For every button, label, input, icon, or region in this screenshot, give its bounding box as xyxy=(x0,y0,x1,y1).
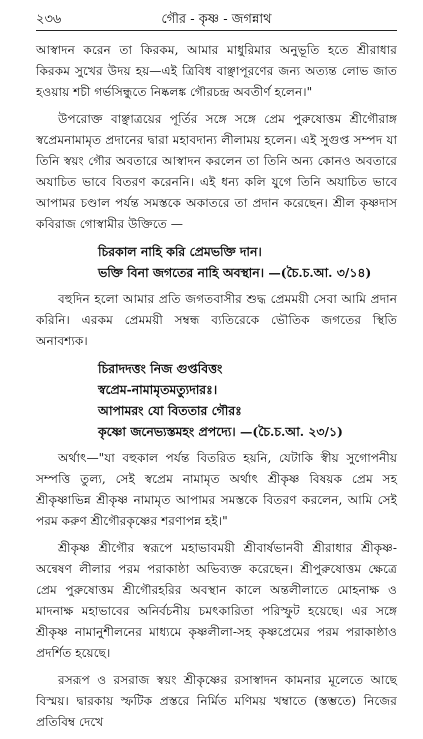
verse-line: স্বপ্রেম-নামামৃতমত্যুদারঃ। xyxy=(98,382,218,397)
verse-line: ভক্তি বিনা জগতের নাহি অবস্থান। —(চৈ.চ.আ. ৩/১৪) xyxy=(98,265,372,280)
verse-quote-1 xyxy=(98,241,397,283)
verse-quote-2 xyxy=(98,358,397,442)
running-title: গৌর - কৃষ্ণ - জগন্নাথ xyxy=(161,12,272,27)
paragraph-4: অর্থাৎ—"যা বহুকাল পর্যন্ত বিতরিত হয়নি, যেটাকি স্বীয় সুগোপনীয় সম্পত্তি তুল্য, সেই স্বপ্রেম নামামৃত অর্থাৎ শ্রীকৃষ্ণ বিষয়ক প্রেম সহ শ্রীকৃষ্ণাভিন্ন শ্রীকৃষ্ণ নামামৃত আপামর সমস্তকে বিতরণ করলেন, আমি সেই পরম করুণ শ্রীগৌরকৃষ্ণের শরণাপন্ন হই।" xyxy=(36,451,397,528)
paragraph-1: আস্বাদন করেন তা কিরকম, আমার মাধুরিমার অনুভূতি হতে শ্রীরাধার কিরকম সুখের উদয় হয়—এই ত্রিবিধ বাঞ্ছাপূরণের জন্য অত্যন্ত লোভ জাত হওয়ায় শচী গর্ভসিন্ধুতে নিষ্কলঙ্ক গৌরচন্দ্র অবতীর্ণ হলেন।" xyxy=(36,43,397,99)
page-header xyxy=(36,8,397,31)
verse-line: চিরকাল নাহি করি প্রেমভক্তি দান। xyxy=(98,244,262,259)
verse-line: আপামরং যো বিততার গৌরঃ xyxy=(98,403,242,418)
verse-line: চিরাদদত্তং নিজ গুপ্তবিত্তং xyxy=(98,361,223,376)
verse-line: কৃষ্ণো জনেভ্যস্তমহং প্রপদ্যে। —(চৈ.চ.আ. ২৩/১) xyxy=(98,424,343,439)
page-body xyxy=(36,40,397,739)
page-number: ২৩৬ xyxy=(36,12,62,27)
paragraph-3: বহুদিন হলো আমার প্রতি জগতবাসীর শুদ্ধ প্রেমময়ী সেবা আমি প্রদান করিনি। এরকম প্রেমময়ী সম্বন্ধ ব্যতিরেকে ভৌতিক জগতের স্থিতি অনাবশ্যক। xyxy=(36,292,397,348)
paragraph-2: উপরোক্ত বাঞ্ছাত্রয়ের পূর্তির সঙ্গে সঙ্গে প্রেম পুরুষোত্তম শ্রীগৌরাঙ্গ স্বপ্রেমনামামৃত প্রদানের দ্বারা মহাবদান্য লীলাময় হলেন। এই সুগুপ্ত সম্পদ যা তিনি স্বয়ং গৌর অবতারে আস্বাদন করলেন তা তিনি অন্য কোনও অবতারে অযাচিত ভাবে বিতরণ করেননি। এই ধন্য কলি যুগে তিনি অযাচিত ভাবে আপামর চণ্ডাল পর্যন্ত সমস্তকে অকাতরে তা প্রদান করেছেন। শ্রীল কৃষ্ণদাস কবিরাজ গোস্বামীর উক্তিতে — xyxy=(36,112,397,231)
paragraph-6: রসরূপ ও রসরাজ স্বয়ং শ্রীকৃষ্ণের রসাস্বাদন কামনার মূলেতে আছে বিস্ময়। দ্বারকায় স্ফটিক প্রস্তরে নির্মিত মণিময় খম্বাতে (স্তম্ভতে) নিজের প্রতিবিম্ব দেখে xyxy=(36,673,397,729)
paragraph-5: শ্রীকৃষ্ণ শ্রীগৌর স্বরূপে মহাভাবময়ী শ্রীবার্ষভানবী শ্রীরাধার শ্রীকৃষ্ণ-অন্বেষণ লীলার পরম পরাকাষ্ঠা অভিব্যক্ত করেছেন। শ্রীপুরুষোত্তম ক্ষেত্রে প্রেম পুরুষোত্তম শ্রীগৌরহরির অবস্থান কালে অন্তলীলাতে মোহনাক্ষ ও মাদনাক্ষ মহাভাবের অনির্বচনীয় চমৎকারিতা পরিস্ফুট হয়েছে। এর সঙ্গে শ্রীকৃষ্ণ নামানুশীলনের মাধ্যমে কৃষ্ণলীলা-সহ কৃষ্ণপ্রেমের পরম পরাকাষ্ঠাও প্রদর্শিত হয়েছে। xyxy=(36,541,397,660)
